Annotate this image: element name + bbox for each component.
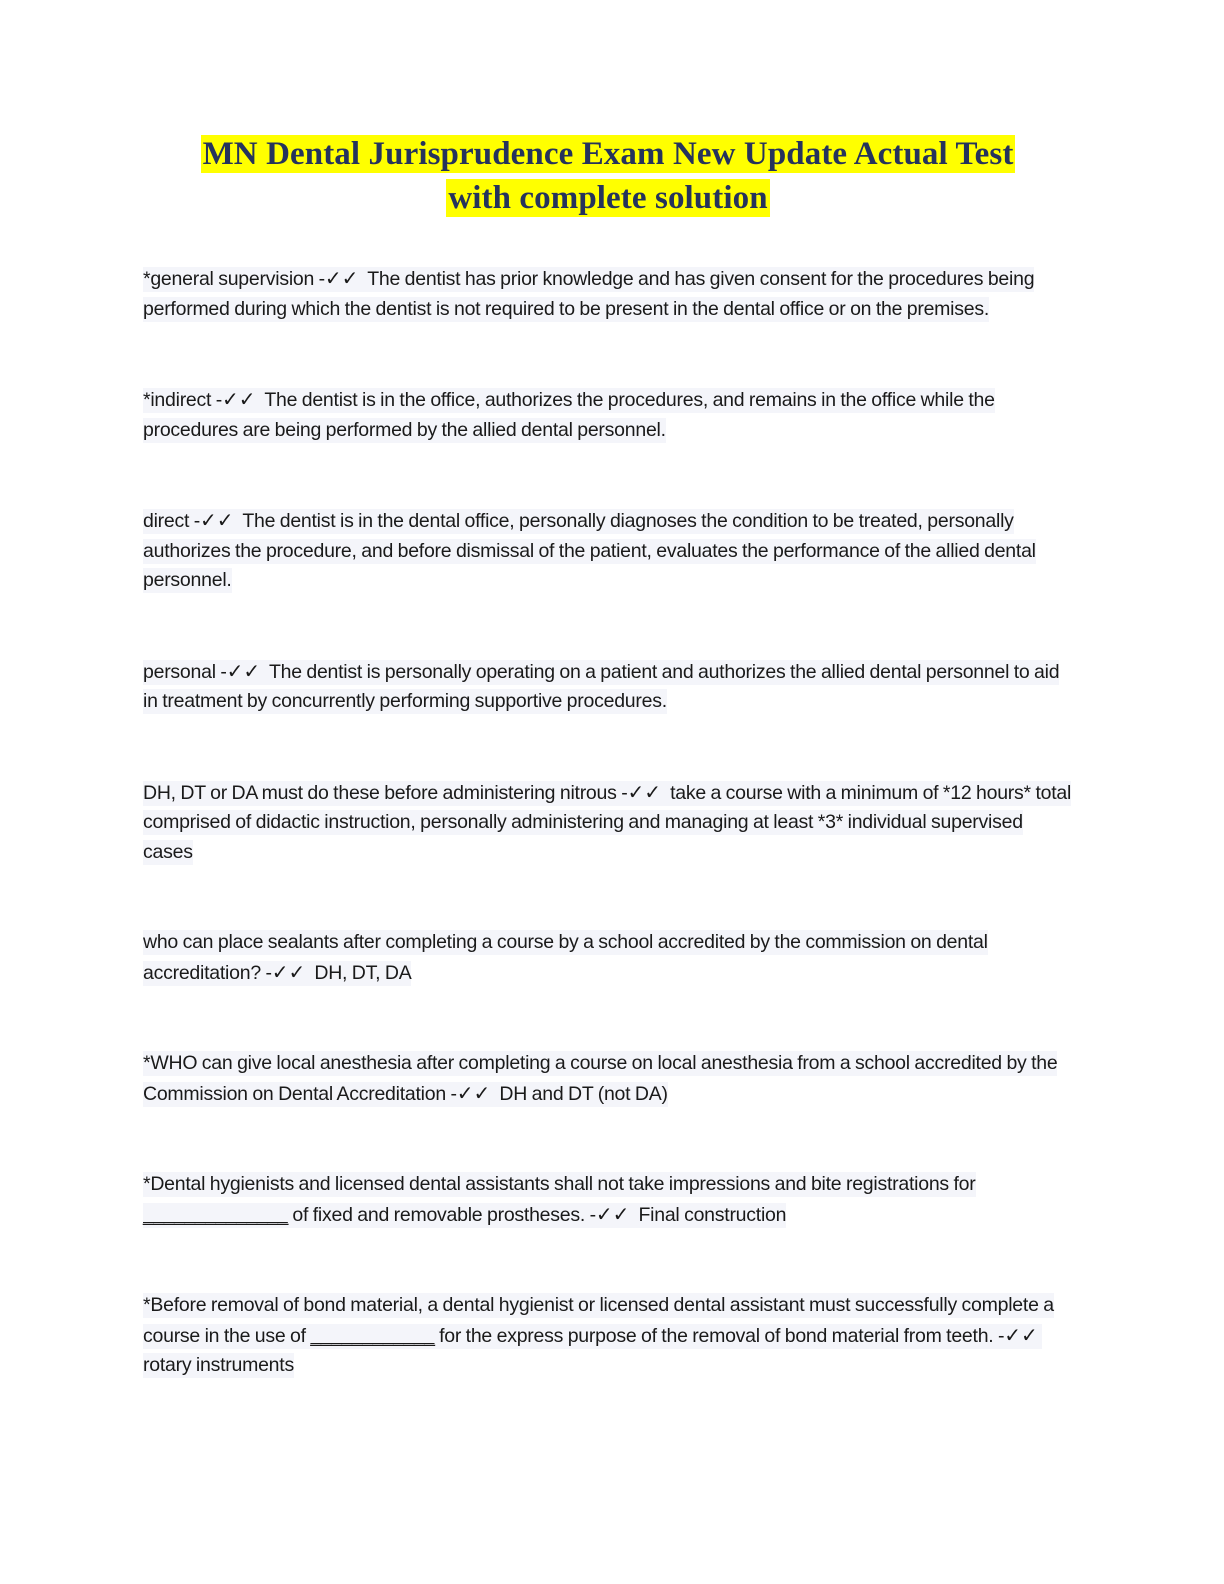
block-spacer bbox=[143, 717, 1073, 778]
term-direct: direct - bbox=[143, 510, 200, 532]
answer-indirect: The dentist is in the office, authorizes the procedures, and remains in the office while the procedures are being performed by the allied dental personnel. bbox=[143, 389, 995, 441]
qa-block-personal bbox=[143, 657, 1073, 717]
block-spacer bbox=[143, 1109, 1073, 1170]
term-bond-part-1: *Before removal of bond material, a dental hygienist or licensed dental assistant must successfully complete a course in the use of bbox=[143, 1294, 1054, 1347]
checkmark-icon: ✓✓ bbox=[271, 959, 306, 984]
title-line-2: with complete solution bbox=[448, 180, 768, 216]
checkmark-icon: ✓✓ bbox=[456, 1080, 491, 1105]
term-general-supervision: *general supervision - bbox=[143, 268, 325, 290]
block-spacer bbox=[143, 988, 1073, 1049]
answer-impressions: Final construction bbox=[638, 1203, 787, 1226]
term-impressions-part-2: of fixed and removable prostheses. - bbox=[292, 1203, 596, 1226]
document-body bbox=[143, 132, 1073, 1381]
answer-personal: The dentist is personally operating on a patient and authorizes the allied dental personnel to aid in treatment by concurrently performing supportive procedures. bbox=[143, 660, 1060, 712]
checkmark-icon: ✓✓ bbox=[200, 508, 234, 532]
page-title bbox=[143, 132, 1073, 220]
qa-block-sealants bbox=[143, 928, 1073, 988]
answer-nitrous-requirements: take a course with a minimum of *12 hours* total comprised of didactic instruction, personally administering and managing at least *3* individual supervised cases bbox=[143, 781, 1072, 863]
answer-local-anesthesia: DH and DT (not DA) bbox=[499, 1082, 668, 1105]
title-spacer bbox=[143, 220, 1073, 264]
term-sealants: who can place sealants after completing a course by a school accredited by the commission on dental accreditation? - bbox=[143, 931, 988, 984]
term-bond-part-2: for the express purpose of the removal of bond material from teeth. - bbox=[439, 1324, 1005, 1347]
title-line-1: MN Dental Jurisprudence Exam New Update Actual Test bbox=[202, 136, 1014, 172]
block-spacer bbox=[143, 324, 1073, 385]
block-spacer bbox=[143, 1230, 1073, 1291]
term-impressions-part-1: *Dental hygienists and licensed dental assistants shall not take impressions and bite registrations for bbox=[143, 1173, 976, 1195]
term-indirect: *indirect - bbox=[143, 389, 223, 411]
answer-general-supervision: The dentist has prior knowledge and has given consent for the procedures being performed during which the dentist is not required to be present in the dental office or on the premises. bbox=[143, 268, 1035, 320]
fill-in-blank: ______________ bbox=[143, 1203, 288, 1226]
block-spacer bbox=[143, 445, 1073, 506]
checkmark-icon: ✓✓ bbox=[324, 266, 359, 290]
answer-sealants: DH, DT, DA bbox=[314, 961, 412, 984]
qa-block-local-anesthesia bbox=[143, 1049, 1073, 1109]
qa-block-impressions-bite-registrations bbox=[143, 1170, 1073, 1230]
block-spacer bbox=[143, 867, 1073, 928]
term-nitrous-requirements: DH, DT or DA must do these before administering nitrous - bbox=[143, 781, 628, 804]
qa-block-indirect bbox=[143, 385, 1073, 445]
checkmark-icon: ✓✓ bbox=[222, 387, 256, 411]
qa-block-nitrous-requirements bbox=[143, 778, 1073, 868]
term-local-anesthesia: *WHO can give local anesthesia after completing a course on local anesthesia from a school accredited by the Commission on Dental Accreditation - bbox=[143, 1052, 1058, 1105]
qa-block-general-supervision bbox=[143, 264, 1073, 324]
fill-in-blank: ____________ bbox=[310, 1324, 435, 1347]
checkmark-icon: ✓✓ bbox=[627, 779, 661, 804]
qa-block-direct bbox=[143, 506, 1073, 596]
checkmark-icon: ✓✓ bbox=[226, 658, 261, 683]
answer-direct: The dentist is in the dental office, personally diagnoses the condition to be treated, personally authorizes the procedure, and before dismissal of the patient, evaluates the performance of the allied dental personnel. bbox=[143, 510, 1036, 591]
answer-bond: rotary instruments bbox=[143, 1354, 294, 1376]
checkmark-icon: ✓✓ bbox=[595, 1201, 630, 1226]
qa-block-bond-material-removal bbox=[143, 1291, 1073, 1381]
term-personal: personal - bbox=[143, 660, 227, 683]
block-spacer bbox=[143, 596, 1073, 657]
checkmark-icon: ✓✓ bbox=[1004, 1322, 1038, 1347]
